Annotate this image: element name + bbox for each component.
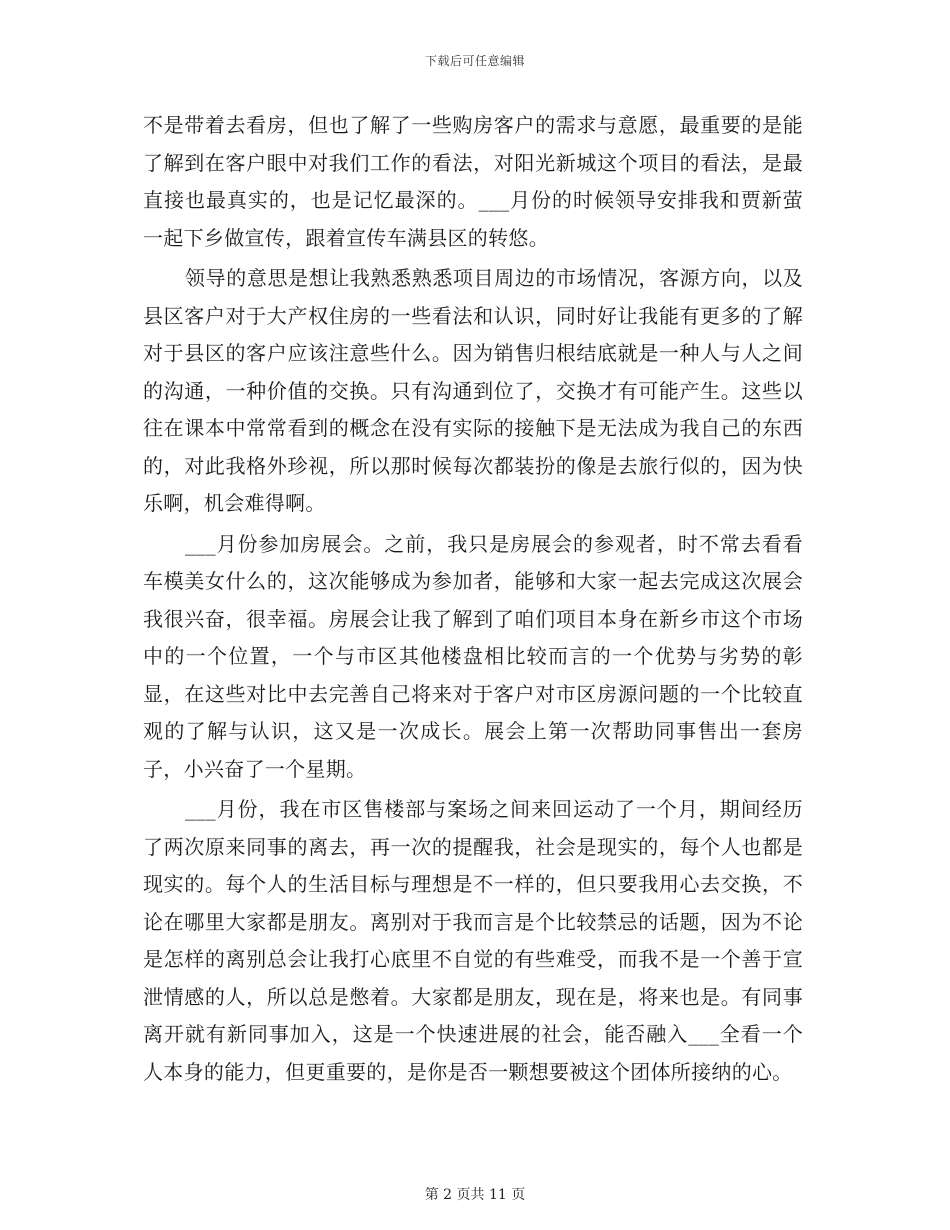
paragraph: 不是带着去看房，但也了解了一些购房客户的需求与意愿，最重要的是能了解到在客户眼中对我们工作的看法，对阳光新城这个项目的看法，是最直接也最真实的，也是记忆最深的。___月份的时候领导安排我和贾新萤一起下乡做宣传，跟着宣传车满县区的转悠。 [143,113,803,250]
page-footer: 第 2 页共 11 页 [424,1187,526,1203]
paragraph: ___月份参加房展会。之前，我只是房展会的参观者，时不常去看看车模美女什么的，这次能够成为参加者，能够和大家一起去完成这次展会我很兴奋，很幸福。房展会让我了解到了咱们项目本身在新乡市这个市场中的一个位置，一个与市区其他楼盘相比较而言的一个优势与劣势的彰显，在这些对比中去完善自己将来对于客户对市区房源问题的一个比较直观的了解与认识，这又是一次成长。展会上第一次帮助同事售出一套房子，小兴奋了一个星期。 [143,531,803,781]
paragraph: ___月份，我在市区售楼部与案场之间来回运动了一个月，期间经历了两次原来同事的离去，再一次的提醒我，社会是现实的，每个人也都是现实的。每个人的生活目标与理想是不一样的，但只要我用心去交换，不论在哪里大家都是朋友。离别对于我而言是个比较禁忌的话题，因为不论是怎样的离别总会让我打心底里不自觉的有些难受，而我不是一个善于宣泄情感的人，所以总是憋着。大家都是朋友，现在是，将来也是。有同事离开就有新同事加入，这是一个快速进展的社会，能否融入___全看一个人本身的能力，但更重要的，是你是否一颗想要被这个团体所接纳的心。 [143,797,803,1084]
page-header: 下载后可任意编辑 [424,54,525,68]
paragraph: 领导的意思是想让我熟悉熟悉项目周边的市场情况，客源方向，以及县区客户对于大产权住房的一些看法和认识，同时好让我能有更多的了解对于县区的客户应该注意些什么。因为销售归根结底就是一种人与人之间的沟通，一种价值的交换。只有沟通到位了，交换才有可能产生。这些以往在课本中常常看到的概念在没有实际的接触下是无法成为我自己的东西的，对此我格外珍视，所以那时候每次都装扮的像是去旅行似的，因为快乐啊，机会难得啊。 [143,266,803,515]
document-body [143,107,803,1091]
